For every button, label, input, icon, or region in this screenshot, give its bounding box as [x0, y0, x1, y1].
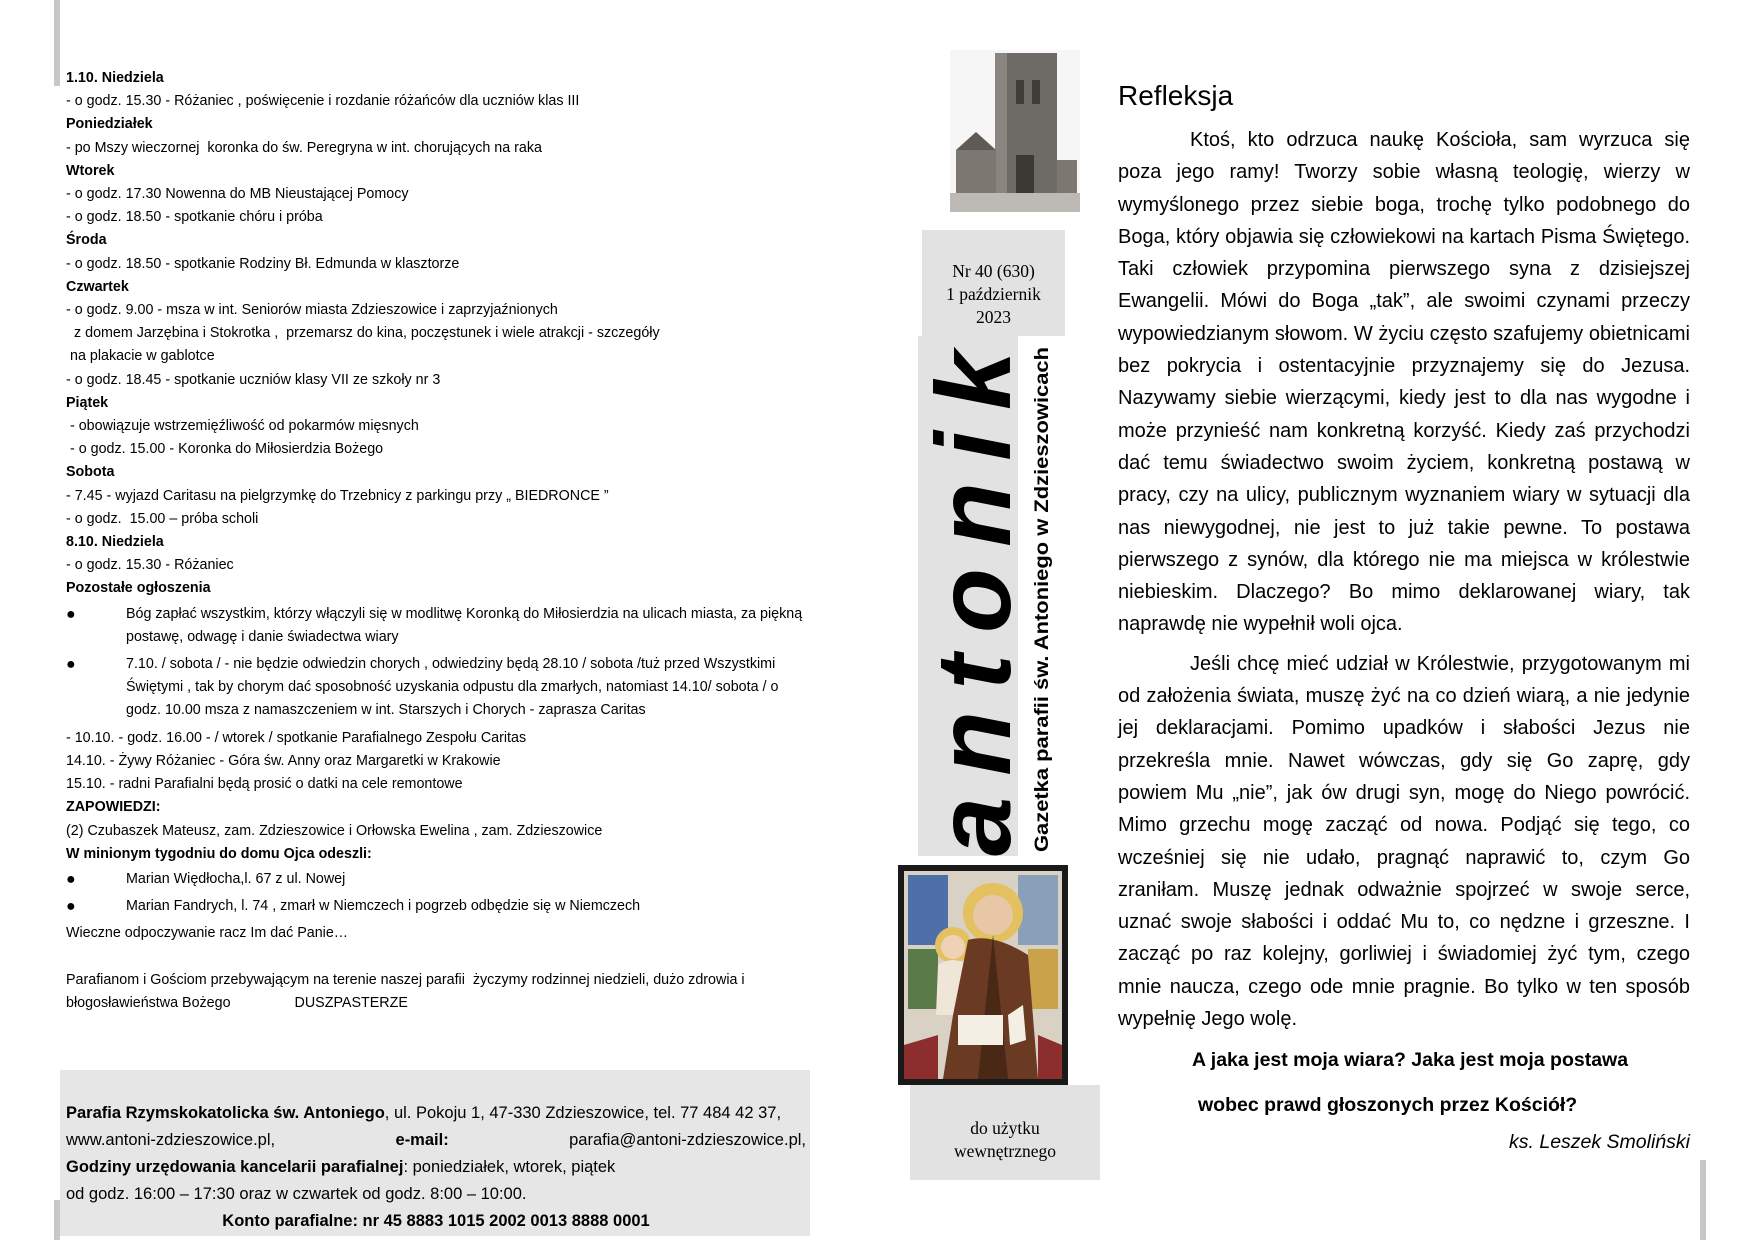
list-item [66, 603, 811, 649]
schedule-item: - o godz. 9.00 - msza w int. Seniorów miasta Zdzieszowice i zaprzyjaźnionych [66, 302, 558, 319]
internal-use-line1: do użytku [970, 1118, 1040, 1138]
schedule-item: - o godz. 18.45 - spotkanie uczniów klasy VII ze szkoły nr 3 [66, 371, 441, 388]
saint-anthony-stained-glass [898, 865, 1068, 1085]
issue-number: Nr 40 (630) [952, 261, 1035, 281]
day-heading: 1.10. Niedziela [66, 70, 164, 86]
internal-use-line2: wewnętrznego [953, 1141, 1057, 1161]
deceased-name: Marian Fandrych, l. 74 , zmarł w Niemczech i pogrzeb odbędzie się w Niemczech [126, 898, 641, 915]
day-heading: Poniedziałek [66, 116, 153, 133]
announcement-text: 7.10. / sobota / - nie będzie odwiedzin chorych , odwiedziny będą 28.10 / sobota /tuż przed Wszystkimi Świętymi , tak by chorym dać sposobność uzyskania odpustu dla zmarłych, natomiast 14.10/ sobota / o godz. 10.00 msza z namaszczeniem w int. Starszych i Chorych - zaprasza Caritas [126, 656, 779, 719]
email-label: e-mail: [395, 1131, 449, 1149]
contact-web-line [66, 1127, 806, 1154]
greeting-text: Parafianom i Gościom przebywającym na terenie naszej parafii życzymy rodzinnej niedzieli, dużo zdrowia i [66, 971, 745, 988]
list-item [66, 653, 811, 723]
title-svg [915, 344, 1033, 858]
parish-address: , ul. Pokoju 1, 47-330 Zdzieszowice, tel. 77 484 42 37, [384, 1104, 782, 1122]
schedule-item: - o godz. 15.30 - Różaniec [66, 557, 234, 574]
parish-name: Parafia Rzymskokatolicka św. Antoniego [66, 1104, 385, 1122]
subtitle: Gazetka parafii św. Antoniego w Zdzieszowicach [1031, 402, 1053, 852]
greeting-signature: DUSZPASTERZE [294, 994, 408, 1011]
newsletter-title: antonik [915, 351, 1033, 856]
reflection-article [1118, 78, 1690, 1154]
bullet-icon: ● [66, 898, 76, 916]
announcement-text: Bóg zapłać wszystkim, którzy włączyli się w modlitwę Koronką do Miłosierdzia na ulicach miasta, za piękną postawę, odwagę i danie świadectwa wiary [126, 605, 803, 645]
schedule-item: na plakacie w gablotce [70, 348, 215, 365]
left-edge-bar [54, 0, 60, 86]
schedule-item: - o godz. 15.00 – próba scholi [66, 510, 259, 527]
bullet-icon: ● [66, 656, 76, 674]
website-link[interactable]: www.antoni-zdzieszowice.pl, [66, 1131, 276, 1149]
contact-address-line [66, 1100, 806, 1127]
spacer [66, 946, 811, 969]
email-link[interactable]: parafia@antoni-zdzieszowice.pl, [569, 1131, 806, 1149]
day-heading: Pozostałe ogłoszenia [66, 580, 211, 597]
issue-info [922, 230, 1065, 336]
schedule-item: - obowiązuje wstrzemięźliwość od pokarmów mięsnych [70, 418, 419, 435]
deceased-heading: W minionym tygodniu do domu Ojca odeszli: [66, 845, 372, 862]
deceased-name: Marian Więdłocha,l. 67 z ul. Nowej [126, 870, 346, 887]
issue-date: 1 październik [946, 284, 1041, 304]
stained-glass-icon [898, 865, 1068, 1085]
day-heading: Sobota [66, 464, 115, 481]
closing-question: A jaka jest moja wiara? Jaka jest moja postawa [1192, 1049, 1629, 1072]
schedule-item: z domem Jarzębina i Stokrotka , przemarsz do kina, poczęstunek i wiele atrakcji - szczegóły [74, 325, 660, 342]
other-announcements-list [66, 603, 811, 723]
article-paragraph: Jeśli chcę mieć udział w Królestwie, przygotowanym mi od założenia świata, muszę żyć na co dzień wiarą, a nie jedynie jej deklaracjami. Pomimo upadków i słabości Jezus nie przekreśla mnie. Nawet wówczas, gdy się Go zaprę, gdy powiem Mu „nie”, jak ów drugi syn, mogę do Niego powrócić. Mimo grzechu mogę zacząć od nowa. Podjąć się tego, co wcześniej się nie udało, pragnąć naprawić to, czym Go zraniłam. Muszę jednak odważnie spojrzeć w swoje serce, uznać swoje słabości i oddać Mu to, co nędzne i grzeszne. I zacząć po raz kolejny, gorliwiej i świadomiej żyć tym, czego mnie naucza, czego ode mnie pragnie. Bo tylko w ten sposób wypełnię Jego wolę. [1118, 652, 1690, 1031]
office-hours-times: od godz. 16:00 – 17:30 oraz w czwartek od godz. 8:00 – 10:00. [66, 1185, 527, 1203]
announcement-line: 15.10. - radni Parafialni będą prosić o datki na cele remontowe [66, 776, 463, 793]
eternal-rest-text: Wieczne odpoczywanie racz Im dać Panie… [66, 925, 349, 942]
church-photo [950, 50, 1080, 212]
day-heading: Czwartek [66, 278, 129, 295]
schedule-item: - o godz. 18.50 - spotkanie Rodziny Bł. Edmunda w klasztorze [66, 255, 460, 272]
right-edge-bar [1700, 1160, 1706, 1240]
bullet-icon: ● [66, 870, 76, 888]
greeting-text-2: błogosławieństwa Bożego [66, 994, 231, 1011]
closing-question: wobec prawd głoszonych przez Kościół? [1198, 1094, 1578, 1117]
schedule-item: - po Mszy wieczornej koronka do św. Peregryna w int. chorujących na raka [66, 139, 542, 156]
office-hours-label: Godziny urzędowania kancelarii parafialnej [66, 1158, 404, 1176]
schedule-item: - o godz. 18.50 - spotkanie chóru i próba [66, 209, 323, 226]
bullet-icon: ● [66, 605, 76, 623]
announcement-line: - 10.10. - godz. 16.00 - / wtorek / spotkanie Parafialnego Zespołu Caritas [66, 729, 527, 746]
article-paragraph: Ktoś, kto odrzuca naukę Kościoła, sam wyrzuca się poza jego ramy! Tworzy sobie własną teologię, wierzy w wymyślonego przez siebie boga, trochę tylko podobnego do Boga, który objawia się człowiekowi na kartach Pisma Świętego. Taki człowiek przypomina pierwszego syna z dzisiejszej Ewangelii. Mówi do Boga „tak”, ale swoimi czynami przeczy wypowiedzianym słowom. W życiu często szafujemy obietnicami bez pokrycia i ostentacyjnie przyznajemy się do Jezusa. Nazywamy siebie wierzącymi, kiedy jest to dla nas wygodne i może przynieść nam konkretną korzyść. Kiedy zaś przychodzi dać temu świadectwo swoim życiem, konkretną postawą w pracy, czy na ulicy, publicznym wyznaniem wiary w sytuacji dla nas niewygodnej, nie jest to już takie pewne. To postawa pierwszego z synów, dla którego nie ma miejsca w królestwie niebieskim. Dlaczego? Bo mimo deklarowanej wiary, tak naprawdę nie wypełnił woli ojca. [1118, 129, 1690, 636]
day-heading: Środa [66, 232, 107, 249]
article-title: Refleksja [1118, 80, 1234, 111]
office-hours-line [66, 1154, 806, 1181]
contact-details [66, 1100, 806, 1235]
article-author: ks. Leszek Smoliński [1509, 1131, 1690, 1154]
contact-box [60, 1070, 810, 1236]
church-icon [950, 50, 1080, 212]
day-heading: 8.10. Niedziela [66, 534, 164, 551]
day-heading: Piątek [66, 394, 109, 411]
list-item [66, 895, 811, 918]
schedule-item: - o godz. 17.30 Nowenna do MB Nieustającej Pomocy [66, 186, 409, 203]
issue-year: 2023 [976, 307, 1011, 327]
bank-account: Konto parafialne: nr 45 8883 1015 2002 0013 8888 0001 [222, 1212, 650, 1230]
greeting-line [66, 992, 811, 1015]
schedule-item: - o godz. 15.00 - Koronka do Miłosierdzia Bożego [70, 441, 384, 458]
banns-text: (2) Czubaszek Mateusz, zam. Zdzieszowice i Orłowska Ewelina , zam. Zdzieszowice [66, 822, 603, 839]
banns-heading: ZAPOWIEDZI: [66, 799, 161, 816]
announcements-column [66, 67, 811, 1015]
schedule-item: - o godz. 15.30 - Różaniec , poświęcenie i rozdanie różańców dla uczniów klas III [66, 93, 580, 110]
day-heading: Wtorek [66, 162, 115, 179]
weekly-schedule [66, 67, 811, 601]
schedule-item: - 7.45 - wyjazd Caritasu na pielgrzymkę do Trzebnicy z parkingu przy „ BIEDRONCE ” [66, 487, 609, 504]
list-item [66, 868, 811, 891]
office-hours-days: : poniedziałek, wtorek, piątek [403, 1158, 616, 1176]
announcement-line: 14.10. - Żywy Różaniec - Góra św. Anny oraz Margaretki w Krakowie [66, 752, 501, 769]
internal-use-box [910, 1085, 1100, 1180]
